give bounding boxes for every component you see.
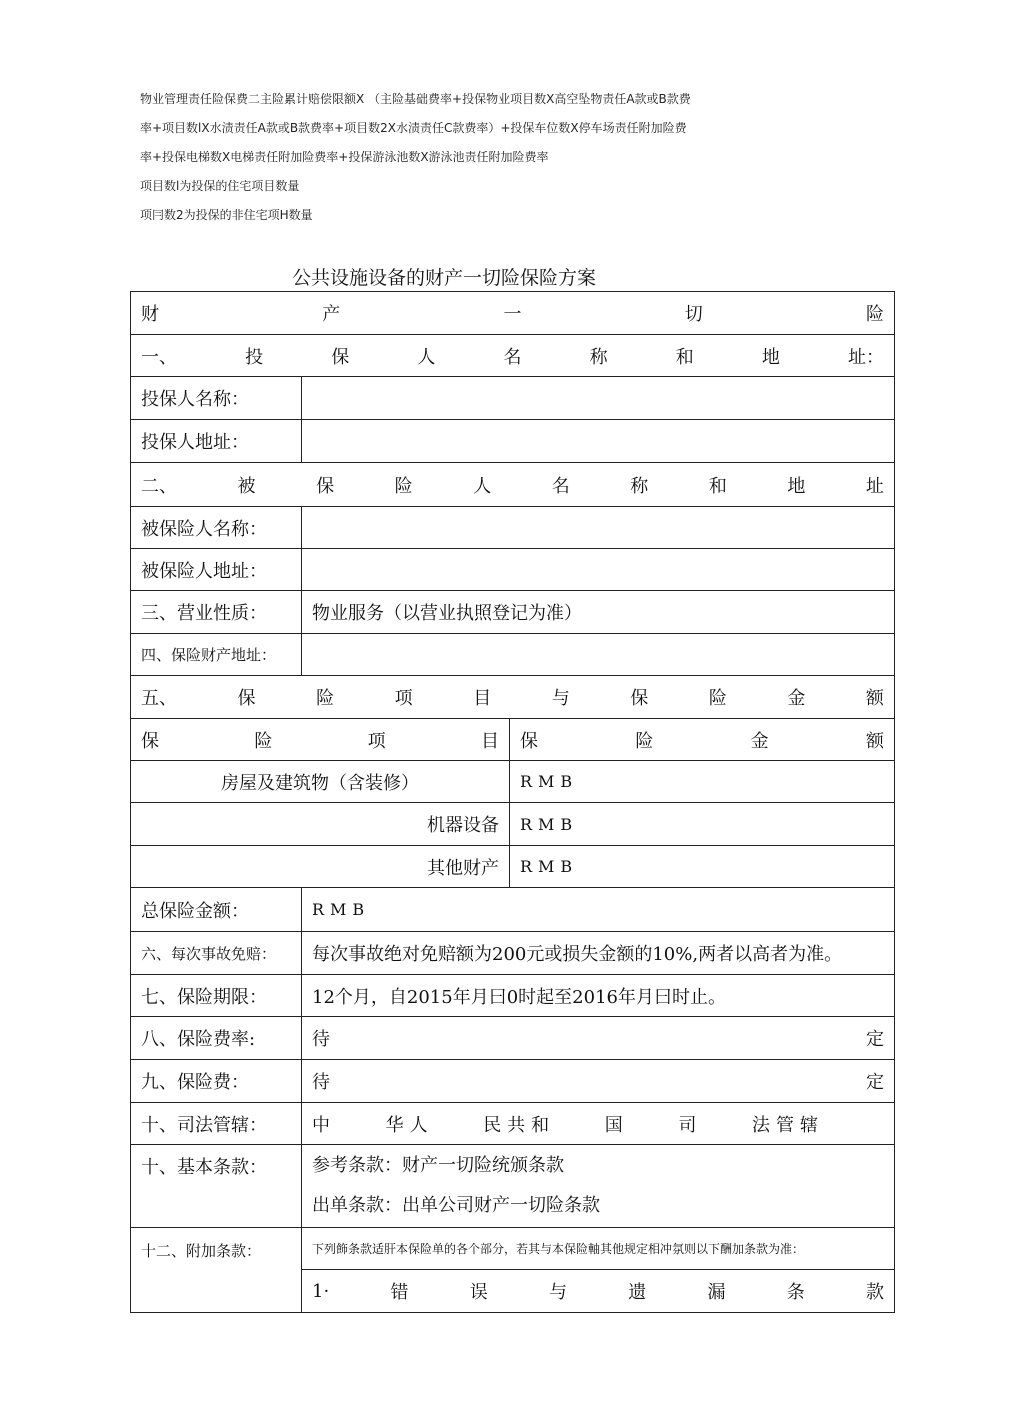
spread-char: 金 (787, 688, 806, 709)
business-nature-row (131, 591, 895, 634)
applicant-address-label: 投保人地址： (131, 420, 302, 463)
spread-char: 项 (394, 688, 413, 709)
spread-char: 险 (708, 688, 727, 709)
spread-char: 司 (678, 1114, 703, 1136)
applicant-name-label: 投保人名称： (131, 377, 302, 420)
period-label: 七、保险期限： (131, 975, 302, 1017)
applicant-name-field[interactable] (302, 377, 895, 420)
deductible-label: 六、每次事故免赔： (131, 932, 302, 975)
jurisdiction-label: 十、司法管辖： (131, 1103, 302, 1145)
insured-address-field[interactable] (302, 549, 895, 591)
insurance-plan-table (130, 291, 895, 1313)
item-row-buildings (131, 761, 895, 803)
item-row-machinery (131, 803, 895, 846)
spread-char: 险 (635, 730, 654, 752)
total-amount-label: 总保险金额： (131, 888, 302, 932)
jurisdiction-row (131, 1103, 895, 1145)
spread-char: 与 (548, 1282, 567, 1303)
spread-char: 定 (866, 1072, 884, 1093)
spread-char: 被 (237, 475, 256, 497)
spread-char: 待 (312, 1029, 330, 1050)
spread-char: 与 (551, 688, 570, 709)
spread-char: 额 (865, 730, 884, 752)
total-amount-row (131, 888, 895, 932)
insured-address-row (131, 549, 895, 591)
spread-char: 目 (473, 688, 492, 709)
document-title: 公共设施设备的财产一切险保险方案 (292, 267, 597, 289)
spread-char: 人 (417, 346, 436, 368)
spread-char: 人 (473, 475, 492, 497)
spread-text (141, 727, 499, 753)
rate-row (131, 1017, 895, 1060)
spread-char: 定 (866, 1029, 884, 1050)
spread-text (141, 343, 884, 369)
additional-clauses-note: 下列飾条款适肝本保险单的各个部分，若其与本保险軸其他规定相冲氛则以下酬加条款为准： (302, 1228, 895, 1270)
spread-char: 址： (848, 346, 884, 368)
premium-value (302, 1060, 895, 1103)
spread-char: 地 (761, 346, 780, 368)
formula-notes (140, 88, 860, 233)
property-address-label: 四、保险财产地址： (131, 634, 302, 676)
spread-char: 险 (254, 730, 273, 752)
insured-name-row (131, 507, 895, 549)
business-nature-label: 三、营业性质： (131, 591, 302, 634)
section-2-row (131, 463, 895, 507)
spread-text (520, 727, 884, 753)
item-name: 其他财产 (131, 846, 510, 888)
spread-char: 和 (708, 475, 727, 497)
item-row-other (131, 846, 895, 888)
additional-clause-item (302, 1270, 895, 1313)
spread-char: 民共和 (483, 1114, 556, 1136)
insured-name-field[interactable] (302, 507, 895, 549)
spread-char: 险 (394, 475, 413, 497)
spread-char: 称 (630, 475, 649, 497)
section-2-heading (131, 463, 895, 507)
spread-char: 和 (675, 346, 694, 368)
applicant-address-field[interactable] (302, 420, 895, 463)
rate-value (302, 1017, 895, 1060)
spread-char: 错 (390, 1282, 409, 1303)
item-amount: RMB (510, 761, 895, 803)
deductible-value: 每次事故绝对免赔额为200元或损失金额的10%,两者以高者为准。 (302, 932, 895, 975)
spread-char: 财 (141, 304, 159, 325)
spread-text (312, 1111, 884, 1137)
section-5-heading (131, 676, 895, 719)
spread-char: 投 (245, 346, 264, 368)
item-name: 机器设备 (131, 803, 510, 846)
spread-char: 额 (865, 688, 884, 709)
spread-char: 条 (786, 1282, 805, 1303)
basic-clauses-value (302, 1145, 895, 1228)
note-line: 项目数l为投保的住宅项目数量 (140, 179, 300, 193)
business-nature-value: 物业服务（以营业执照登记为准） (302, 591, 895, 634)
spread-text (312, 1025, 884, 1051)
insured-address-label: 被保险人地址： (131, 549, 302, 591)
spread-char: 1· (312, 1280, 330, 1302)
item-name: 房屋及建筑物（含装修） (131, 761, 510, 803)
spread-char: 址 (865, 475, 884, 497)
premium-label: 九、保险费： (131, 1060, 302, 1103)
property-address-row (131, 634, 895, 676)
spread-char: 待 (312, 1072, 330, 1093)
spread-char: 保 (520, 730, 538, 752)
spread-char: 保 (630, 688, 649, 709)
applicant-address-row (131, 420, 895, 463)
spread-char: 切 (684, 304, 703, 325)
spread-char: 国 (604, 1114, 629, 1136)
spread-char: 地 (787, 475, 806, 497)
spread-char: 一 (503, 304, 522, 325)
items-header-row (131, 719, 895, 761)
spread-char: 目 (480, 730, 499, 752)
spread-text (312, 1068, 884, 1094)
spread-char: 保 (316, 475, 335, 497)
section-5-row (131, 676, 895, 719)
spread-char: 名 (503, 346, 522, 368)
spread-char: 法管辖 (751, 1114, 824, 1136)
table-header-row (131, 292, 895, 335)
applicant-name-row (131, 377, 895, 420)
property-address-field[interactable] (302, 634, 895, 676)
spread-char: 保 (237, 688, 256, 709)
total-amount-value: RMB (302, 888, 895, 932)
spread-text (312, 1278, 884, 1304)
period-value: 12个月，自2015年月曰0时起至2016年月曰时止。 (302, 975, 895, 1017)
spread-char: 名 (551, 475, 570, 497)
section-1-row (131, 335, 895, 377)
clause-line: 出单条款：出单公司财产一切险条款 (312, 1195, 600, 1216)
spread-char: 款 (865, 1282, 884, 1303)
spread-char: 产 (322, 304, 341, 325)
formula-line: 率+项目数lX水渍责任A款或B款费率+项目数2X水渍责任C款费率）+投保车位数X停车场责任附加险费 (140, 121, 687, 135)
spread-char: 称 (589, 346, 608, 368)
jurisdiction-value (302, 1103, 895, 1145)
spread-char: 项 (367, 730, 386, 752)
spread-text (141, 300, 884, 326)
deductible-row (131, 932, 895, 975)
column-header-item (131, 719, 510, 761)
basic-clauses-label: 十、基本条款： (131, 1145, 302, 1228)
additional-clauses-label: 十二、附加条款： (131, 1228, 302, 1313)
spread-char: 华人 (385, 1114, 434, 1136)
insured-name-label: 被保险人名称： (131, 507, 302, 549)
additional-clauses-row (131, 1228, 895, 1270)
spread-char: 误 (469, 1282, 488, 1303)
item-amount: RMB (510, 846, 895, 888)
spread-char: 险 (866, 304, 884, 325)
note-line: 项冃数2为投保的非住宅项H数量 (140, 208, 313, 222)
spread-text (141, 684, 884, 710)
formula-line: 率+投保电梯数X电梯责任附加险费率+投保游泳池数X游泳池责任附加险费率 (140, 150, 549, 164)
spread-text (141, 472, 884, 498)
spread-char: 一、 (141, 346, 177, 368)
rate-label: 八、保险费率: (131, 1017, 302, 1060)
spread-char: 遗 (628, 1282, 647, 1303)
spread-char: 保 (141, 730, 159, 752)
spread-char: 险 (316, 688, 335, 709)
column-header-amount (510, 719, 895, 761)
clause-line: 参考条款：财产一切险统颁条款 (312, 1155, 564, 1176)
spread-char: 二、 (141, 475, 177, 497)
spread-char: 五、 (141, 688, 177, 709)
table-header-cell (131, 292, 895, 335)
section-1-heading (131, 335, 895, 377)
spread-char: 保 (331, 346, 350, 368)
basic-clauses-row (131, 1145, 895, 1228)
premium-row (131, 1060, 895, 1103)
formula-line: 物业管理责任险保费二主险累计赔偿限额X （主险基础费率+投保物业项目数X高空坠物责任A款或B款费 (140, 92, 691, 106)
period-row (131, 975, 895, 1017)
spread-char: 漏 (707, 1282, 726, 1303)
item-amount: RMB (510, 803, 895, 846)
spread-char: 中 (312, 1114, 336, 1136)
spread-char: 金 (750, 730, 769, 752)
